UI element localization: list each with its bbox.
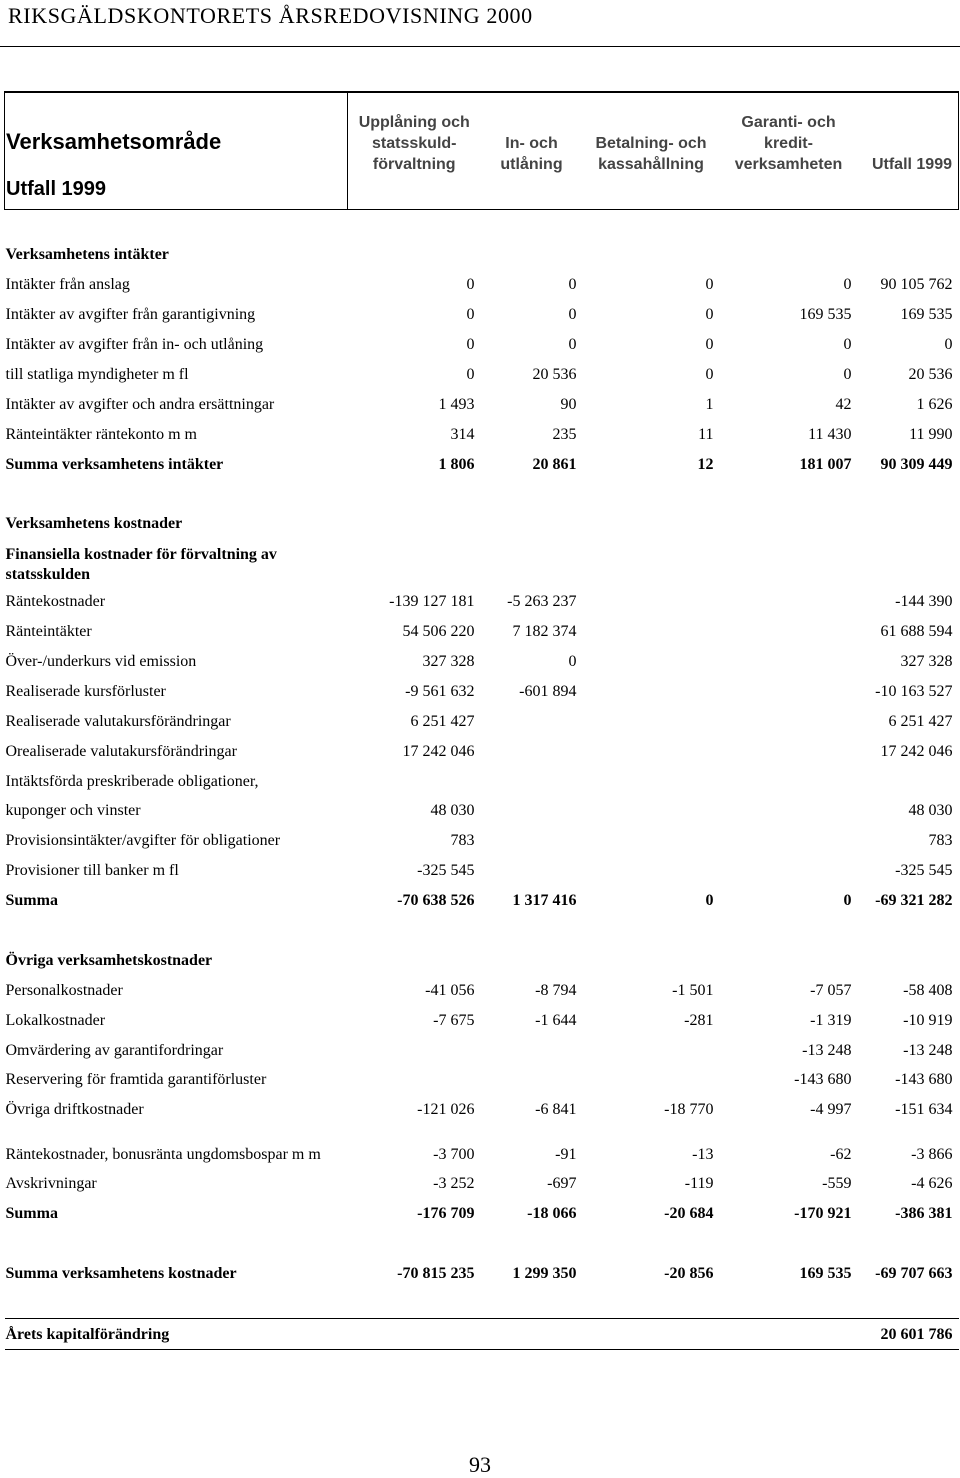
empty-cell: [583, 916, 720, 946]
cell-value: -13 248: [903, 1041, 953, 1059]
cell-value: 0: [705, 365, 714, 383]
coupons-label: [5, 766, 959, 796]
empty-cell: [348, 539, 481, 587]
cell-value: 0: [466, 306, 475, 324]
cell-value: -10 919: [903, 1011, 953, 1029]
empty-cell: [583, 479, 720, 509]
empty-cell: [348, 180, 481, 210]
cell-value: [481, 856, 583, 886]
cell-value: [348, 1065, 481, 1095]
cell-value: [481, 736, 583, 766]
cell-value: 181 007: [799, 455, 852, 473]
cell-value: -119: [684, 1175, 714, 1193]
empty-cell: [583, 1288, 720, 1318]
capital-change-label: Årets kapitalförändring: [5, 1319, 348, 1350]
cell-value: -62: [830, 1145, 852, 1163]
income-heading-label: Verksamhetens intäkter: [5, 246, 169, 264]
empty-cell: [720, 539, 858, 587]
cell-value: 0: [705, 306, 714, 324]
cell-value: -697: [547, 1175, 577, 1193]
cell-value: [583, 796, 720, 826]
cell-value: 0: [843, 892, 852, 910]
cell-value: -8 794: [535, 981, 577, 999]
table-row: [5, 975, 959, 1005]
capital-change-row: [5, 1319, 959, 1350]
cell-value: -559: [822, 1175, 852, 1193]
cell-value: -58 408: [903, 981, 953, 999]
row-label: Ränteintäkter: [5, 623, 92, 641]
cell-value: 169 535: [799, 306, 852, 324]
cell-value: -170 921: [794, 1205, 852, 1223]
cell-value: [583, 856, 720, 886]
cell-value: [720, 676, 858, 706]
cell-value: [720, 617, 858, 647]
cell-value: 11 430: [808, 425, 852, 443]
cell-value: -601 894: [519, 682, 577, 700]
cell-value: -5 263 237: [507, 593, 577, 611]
cell-value: 54 506 220: [402, 623, 475, 641]
running-header: RIKSGÄLDSKONTORETS ÅRSREDOVISNING 2000: [8, 3, 533, 28]
empty-cell: [720, 1319, 858, 1350]
cell-value: 1 299 350: [512, 1264, 577, 1282]
empty-cell: [583, 509, 720, 539]
cell-value: 20 861: [532, 455, 577, 473]
empty-cell: [481, 539, 583, 587]
table-row: [5, 856, 959, 886]
row-label: Summa verksamhetens kostnader: [5, 1264, 237, 1282]
cell-value: -6 841: [535, 1101, 577, 1119]
cell-value: -144 390: [895, 593, 953, 611]
cell-value: 11: [698, 425, 714, 443]
empty-cell: [348, 916, 481, 946]
table-row: [5, 300, 959, 330]
row-label: Provisionsintäkter/avgifter för obligationer: [5, 832, 281, 850]
cell-value: 783: [450, 832, 475, 850]
cell-value: 0: [568, 306, 577, 324]
cell-value: [583, 1035, 720, 1065]
other-costs-heading: [5, 945, 959, 975]
cell-value: -325 545: [417, 862, 475, 880]
cell-value: [583, 676, 720, 706]
table-row: [5, 826, 959, 856]
cell-value: 0: [466, 365, 475, 383]
cell-value: 0: [568, 336, 577, 353]
row-label: Ränteintäkter räntekonto m m: [5, 425, 197, 443]
empty-cell: [348, 766, 481, 796]
cell-value: [481, 706, 583, 736]
cell-value: -13: [692, 1145, 714, 1163]
table-subtitle: Utfall 1999: [5, 180, 348, 210]
cell-value: [481, 1035, 583, 1065]
cell-value: 12: [697, 455, 714, 473]
cell-value: 48 030: [908, 802, 953, 820]
cell-value: 0: [843, 365, 852, 383]
cell-value: 1: [705, 395, 714, 413]
row-label: till statliga myndigheter m fl: [5, 365, 189, 383]
cell-value: [720, 587, 858, 617]
empty-cell: [5, 916, 348, 946]
cell-value: 90 105 762: [880, 276, 953, 294]
row-label: Omvärdering av garantifordringar: [5, 1041, 224, 1059]
cell-value: -386 381: [895, 1205, 953, 1223]
cell-value: 314: [450, 425, 475, 443]
column-header: Garanti- och kredit-verksamheten: [720, 92, 858, 180]
empty-cell: [5, 210, 348, 240]
row-label: Intäkter från anslag: [5, 276, 130, 294]
empty-cell: [348, 509, 481, 539]
row-label: Provisioner till banker m fl: [5, 862, 179, 880]
cell-value: [583, 736, 720, 766]
cell-value: -143 680: [895, 1071, 953, 1089]
empty-cell: [481, 916, 583, 946]
spacer-row: [5, 1288, 959, 1318]
financial-costs-heading-label: Finansiella kostnader för förvaltning av statsskulden: [5, 545, 277, 583]
cell-value: 0: [568, 653, 577, 671]
cell-value: 1 626: [916, 395, 953, 413]
other-total-row: [5, 1199, 959, 1229]
cell-value: -3 252: [433, 1175, 475, 1193]
header-rule: [0, 46, 960, 47]
row-label: Summa verksamhetens intäkter: [5, 455, 224, 473]
cell-value: [720, 796, 858, 826]
table-row: [5, 796, 959, 826]
cell-value: [481, 1065, 583, 1095]
empty-cell: [481, 240, 583, 270]
empty-cell: [5, 1288, 348, 1318]
cell-value: [583, 617, 720, 647]
cell-value: [481, 826, 583, 856]
cell-value: [583, 826, 720, 856]
empty-cell: [720, 945, 858, 975]
empty-cell: [481, 1319, 583, 1350]
cell-value: 48 030: [430, 802, 475, 820]
empty-cell: [858, 479, 959, 509]
empty-cell: [858, 210, 959, 240]
table-row: [5, 1065, 959, 1095]
financial-total-row: [5, 886, 959, 916]
empty-cell: [858, 240, 959, 270]
spacer-row: [5, 916, 959, 946]
row-label: Avskrivningar: [5, 1175, 97, 1193]
cell-value: 17 242 046: [402, 742, 475, 760]
table-row: [5, 1095, 959, 1125]
row-label: Summa: [5, 892, 58, 910]
cell-value: -18 770: [664, 1101, 714, 1119]
table-row: [5, 359, 959, 389]
empty-cell: [348, 479, 481, 509]
empty-cell: [858, 180, 959, 210]
bonus-interest-row: [5, 1125, 959, 1169]
cell-value: -91: [555, 1145, 577, 1163]
column-header: In- och utlåning: [481, 92, 583, 180]
empty-cell: [481, 479, 583, 509]
cell-value: 169 535: [900, 306, 953, 324]
spacer-row: [5, 210, 959, 240]
empty-cell: [481, 945, 583, 975]
cell-value: 0: [944, 336, 953, 353]
cell-value: 6 251 427: [888, 712, 953, 730]
cell-value: -7 675: [433, 1011, 475, 1029]
other-costs-heading-label: Övriga verksamhetskostnader: [5, 951, 213, 969]
empty-cell: [348, 240, 481, 270]
cell-value: -41 056: [425, 981, 475, 999]
empty-cell: [583, 945, 720, 975]
cell-value: [583, 587, 720, 617]
cell-value: -176 709: [417, 1205, 475, 1223]
empty-cell: [481, 766, 583, 796]
table-row: [5, 647, 959, 677]
empty-cell: [481, 1229, 583, 1259]
cell-value: 0: [466, 276, 475, 294]
cell-value: 1 806: [438, 455, 475, 473]
cell-value: [720, 706, 858, 736]
table-row: [5, 389, 959, 419]
cell-value: 235: [552, 425, 577, 443]
cell-value: -1 644: [535, 1011, 577, 1029]
cell-value: -3 866: [911, 1145, 953, 1163]
cell-value: -325 545: [895, 862, 953, 880]
table-row: [5, 706, 959, 736]
cell-value: 42: [835, 395, 852, 413]
cell-value: -151 634: [895, 1101, 953, 1119]
capital-change-value: 20 601 786: [858, 1319, 959, 1350]
cell-value: -18 066: [527, 1205, 577, 1223]
cell-value: -70 638 526: [397, 892, 475, 910]
table-row: [5, 676, 959, 706]
cell-value: 169 535: [799, 1264, 852, 1282]
cell-value: 0: [568, 276, 577, 294]
empty-cell: [583, 1229, 720, 1259]
table-row: [5, 736, 959, 766]
empty-cell: [720, 180, 858, 210]
row-label: Intäkter av avgifter och andra ersättningar: [5, 395, 275, 413]
empty-cell: [858, 766, 959, 796]
empty-cell: [720, 916, 858, 946]
row-label: Realiserade valutakursförändringar: [5, 712, 231, 730]
empty-cell: [481, 180, 583, 210]
spacer-row: [5, 479, 959, 509]
cell-value: 0: [843, 276, 852, 294]
empty-cell: [348, 1319, 481, 1350]
spacer-row: [5, 1229, 959, 1259]
cell-value: -70 815 235: [397, 1264, 475, 1282]
empty-cell: [720, 766, 858, 796]
cell-value: -4 626: [911, 1175, 953, 1193]
empty-cell: [720, 509, 858, 539]
cell-value: [481, 796, 583, 826]
empty-cell: [858, 1288, 959, 1318]
cell-value: 0: [843, 336, 852, 353]
cell-value: -281: [684, 1011, 714, 1029]
empty-cell: [5, 479, 348, 509]
costs-heading: [5, 509, 959, 539]
column-header: Betalning- och kassahållning: [583, 92, 720, 180]
empty-cell: [348, 1229, 481, 1259]
cell-value: 0: [705, 276, 714, 294]
empty-cell: [720, 1288, 858, 1318]
empty-cell: [583, 766, 720, 796]
row-label: Räntekostnader, bonusränta ungdomsbospar m m: [5, 1145, 321, 1163]
costs-total-row: [5, 1259, 959, 1289]
cell-value: -13 248: [802, 1041, 852, 1059]
cell-value: 6 251 427: [410, 712, 475, 730]
cell-value: [720, 647, 858, 677]
row-label: Intäkter av avgifter från in- och utlåning: [5, 336, 264, 353]
cell-value: -121 026: [417, 1101, 475, 1119]
page-number: 93: [469, 1452, 491, 1477]
column-header: Upplåning och statsskuld-förvaltning: [348, 92, 481, 180]
column-header-row: [5, 92, 959, 180]
column-header: Utfall 1999: [858, 92, 959, 180]
empty-cell: [720, 1229, 858, 1259]
empty-cell: [481, 210, 583, 240]
table-row: [5, 617, 959, 647]
cell-value: 327 328: [422, 653, 475, 671]
cell-value: -69 707 663: [875, 1264, 953, 1282]
cell-value: [583, 1065, 720, 1095]
cell-value: 327 328: [900, 653, 953, 671]
coupons-label-label: Intäktsförda preskriberade obligationer,: [5, 772, 259, 790]
cell-value: 1 317 416: [512, 892, 577, 910]
cell-value: 0: [705, 892, 714, 910]
cell-value: -1 501: [672, 981, 714, 999]
cell-value: 61 688 594: [880, 623, 953, 641]
empty-cell: [348, 1288, 481, 1318]
cell-value: 783: [928, 832, 953, 850]
empty-cell: [583, 240, 720, 270]
table-row: [5, 270, 959, 300]
income-heading: [5, 240, 959, 270]
cell-value: 1 493: [438, 395, 475, 413]
row-label: Realiserade kursförluster: [5, 682, 166, 700]
table-title: Verksamhetsområde: [5, 92, 348, 180]
cell-value: -9 561 632: [405, 682, 475, 700]
row-label: kuponger och vinster: [5, 802, 141, 820]
cell-value: -69 321 282: [875, 892, 953, 910]
financial-costs-heading: [5, 539, 959, 587]
table-row: [5, 419, 959, 449]
empty-cell: [348, 945, 481, 975]
empty-cell: [720, 240, 858, 270]
row-label: Personalkostnader: [5, 981, 123, 999]
cell-value: [583, 647, 720, 677]
empty-cell: [858, 509, 959, 539]
empty-cell: [858, 1229, 959, 1259]
income-total-row: [5, 449, 959, 479]
cell-value: -20 684: [664, 1205, 714, 1223]
row-label: Räntekostnader: [5, 593, 106, 611]
row-label: Övriga driftkostnader: [5, 1101, 144, 1119]
cell-value: 20 536: [532, 365, 577, 383]
cell-value: [720, 856, 858, 886]
empty-cell: [720, 479, 858, 509]
costs-heading-label: Verksamhetens kostnader: [5, 515, 183, 533]
cell-value: 20 536: [908, 365, 953, 383]
cell-value: -10 163 527: [875, 682, 953, 700]
cell-value: [583, 706, 720, 736]
cell-value: -3 700: [433, 1145, 475, 1163]
empty-cell: [583, 1319, 720, 1350]
empty-cell: [720, 210, 858, 240]
table-row: [5, 1035, 959, 1065]
cell-value: 7 182 374: [512, 623, 577, 641]
activity-table: [4, 91, 959, 1350]
row-label: Över-/underkurs vid emission: [5, 653, 197, 671]
cell-value: -7 057: [810, 981, 852, 999]
row-label: Lokalkostnader: [5, 1011, 106, 1029]
empty-cell: [858, 539, 959, 587]
row-label: Reservering för framtida garantiförluster: [5, 1071, 267, 1089]
cell-value: -20 856: [664, 1264, 714, 1282]
empty-cell: [348, 210, 481, 240]
empty-cell: [858, 916, 959, 946]
cell-value: [720, 826, 858, 856]
subtitle-row: [5, 180, 959, 210]
cell-value: 0: [705, 336, 714, 353]
empty-cell: [5, 1229, 348, 1259]
cell-value: [348, 1035, 481, 1065]
empty-cell: [858, 945, 959, 975]
cell-value: 90 309 449: [880, 455, 953, 473]
cell-value: -143 680: [794, 1071, 852, 1089]
table-row: [5, 1005, 959, 1035]
row-label: Summa: [5, 1205, 58, 1223]
empty-cell: [583, 210, 720, 240]
cell-value: -1 319: [810, 1011, 852, 1029]
cell-value: -4 997: [810, 1101, 852, 1119]
cell-value: 0: [466, 336, 475, 353]
row-label: Intäkter av avgifter från garantigivning: [5, 306, 256, 324]
empty-cell: [481, 1288, 583, 1318]
empty-cell: [481, 509, 583, 539]
depreciation-row: [5, 1169, 959, 1199]
cell-value: 11 990: [909, 425, 953, 443]
table-row: [5, 330, 959, 360]
cell-value: [720, 736, 858, 766]
row-label: Orealiserade valutakursförändringar: [5, 742, 237, 760]
cell-value: -139 127 181: [389, 593, 475, 611]
empty-cell: [583, 539, 720, 587]
cell-value: 90: [560, 395, 577, 413]
cell-value: 17 242 046: [880, 742, 953, 760]
empty-cell: [583, 180, 720, 210]
table-row: [5, 587, 959, 617]
